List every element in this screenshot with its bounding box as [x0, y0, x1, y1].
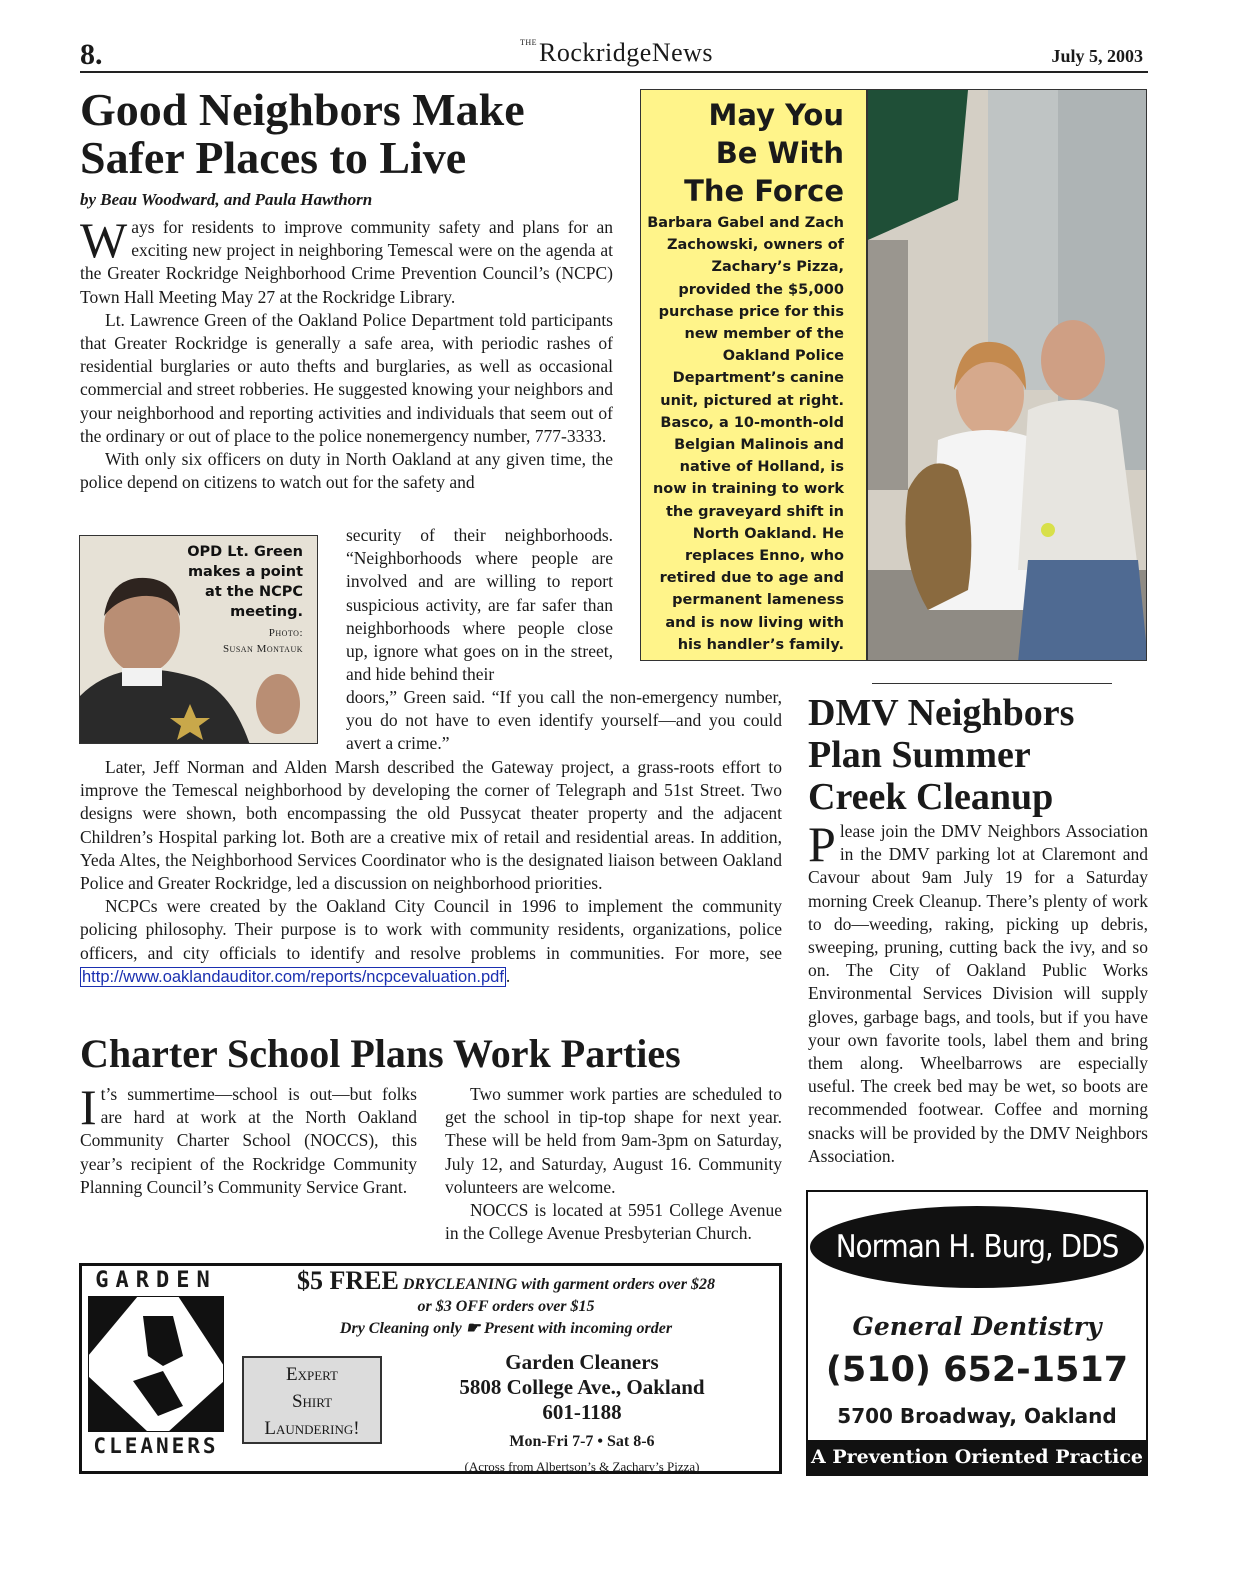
charter-body-col1 — [80, 1079, 417, 1199]
business-name: Garden Cleaners — [505, 1350, 659, 1374]
sidebar-caption: Barbara Gabel and Zach Zachowski, owners of Zachary’s Pizza, provided the $5,000 purchase price for this new member of the Oakland Police Department’s canine unit, pictured at right. Basco, a 10-month-old Belgian Malinois and native of Holland, is now in training to work the graveyard shift in North Oakland. He replaces Enno, who retired due to age and permanent lameness and is now living with his handler’s family. — [647, 215, 844, 653]
storefront-photo-illustration — [868, 90, 1147, 661]
business-phone: 601-1188 — [542, 1400, 622, 1424]
paragraph: security of their neighborhoods. “Neighborhoods where people are involved and are willing to report suspicious activity, are far safer than neighborhoods where people close up, ignore what goes on in the street, and hide behind their — [346, 525, 613, 685]
paragraph: Ways for residents to improve community safety and plans for an exciting new project in neighboring Temescal were on the agenda at the Greater Rockridge Neighborhood Crime Prevention Council’s (NCPC) Town Hall Meeting May 27 at the Rockridge Library. — [80, 212, 613, 307]
article-headline — [80, 86, 640, 182]
dentist-ad — [806, 1190, 1148, 1476]
business-note: (Across from Albertson’s & Zachary’s Pizza) — [464, 1459, 700, 1474]
dentist-name: Norman H. Burg, DDS — [810, 1206, 1144, 1288]
dentist-address: 5700 Broadway, Oakland — [837, 1404, 1117, 1428]
ad-offer: $5 FREE DRYCLEANING with garment orders over $28 or $3 OFF orders over $15 Dry Cleaning only ☛ Present with incoming order — [296, 1266, 716, 1337]
header-rule — [80, 71, 1148, 73]
business-hours: Mon-Fri 7-7 • Sat 8-6 — [509, 1433, 655, 1450]
logo-bottom-text: CLEANERS — [93, 1434, 219, 1458]
photo-credit: Photo: Susan Montauk — [222, 627, 303, 655]
masthead-prefix: THE — [519, 38, 538, 47]
paragraph: Later, Jeff Norman and Alden Marsh described the Gateway project, a grass-roots effort to improve the Temescal neighborhood by developing the corner of Telegraph and 51st Street. Two designs were shown, both encompassing the old Pussycat theater property and the adjacent Children’s Hospital parking lot. Both are a creative mix of retail and residential areas. In addition, Yeda Altes, the Neighborhood Services Coordinator who is the designated liaison between Oakland Police and Greater Rockridge, led a discussion on neighborhood priorities. — [80, 757, 782, 894]
force-sidebar — [640, 89, 867, 661]
dropcap: I — [80, 1079, 97, 1135]
dmv-body — [808, 816, 1148, 1168]
dropcap: P — [808, 816, 836, 872]
article-body-top — [80, 212, 613, 494]
section-divider — [872, 683, 1112, 684]
paragraph: Please join the DMV Neighbors Association in the DMV parking lot at Claremont and Cavour about 9am July 19 for a Saturday morning Creek Cleanup. There’s plenty of work to do—weeding, raking, picking up debris, sweeping, pruning, cutting back the ivy, and so on. The City of Oakland Public Works Environmental Services Division will supply gloves, garbage bags, and tools, but if you have your own favorite tools, label them and bring them along. Wheelbarrows are especially useful. The creek bed may be wet, so boots are recommended footwear. Coffee and morning snacks will be provided by the DMV Neighbors Association. — [808, 816, 1148, 1166]
garden-cleaners-logo-icon — [88, 1296, 224, 1432]
headline-line: Good Neighbors Make — [80, 84, 525, 135]
article-body-inset — [346, 524, 613, 686]
sidebar-title: May You Be With The Force — [684, 98, 844, 208]
byline: by Beau Woodward, and Paula Hawthorn — [80, 190, 373, 209]
dropcap: W — [80, 212, 128, 268]
dentist-specialty: General Dentistry — [852, 1312, 1102, 1341]
photo-owners-with-dog — [867, 89, 1147, 661]
paragraph: With only six officers on duty in North Oakland at any given time, the police depend on citizens to watch out for the safety and — [80, 449, 613, 493]
logo-top-text: GARDEN — [95, 1268, 217, 1293]
photo-lt-green — [79, 535, 318, 744]
masthead — [0, 38, 1233, 68]
business-address: 5808 College Ave., Oakland — [459, 1375, 705, 1399]
article-body-inset-wide — [346, 686, 782, 756]
garden-cleaners-ad — [79, 1263, 782, 1474]
article-body-bottom — [80, 756, 782, 989]
charter-headline: Charter School Plans Work Parties — [80, 1031, 681, 1076]
paragraph: doors,” Green said. “If you call the non-emergency number, you do not have to even identify yourself—and you could avert a crime.” — [346, 687, 782, 754]
ncpc-report-link[interactable]: http://www.oaklandauditor.com/reports/ncpcevaluation.pdf — [82, 967, 504, 986]
dmv-headline: DMV Neighbors Plan Summer Creek Cleanup — [808, 692, 1075, 818]
paragraph: NOCCS is located at 5951 College Avenue in the College Avenue Presbyterian Church. — [445, 1200, 782, 1244]
paragraph: NCPCs were created by the Oakland City Council in 1996 to implement the community policing philosophy. Their purpose is to work with community residents, organizations, police officers, and city officials to identify and resolve problems in communities. For more, see http://www.oaklandauditor.com/reports/ncpcevaluation.pdf . — [80, 896, 782, 986]
charter-body-col2 — [445, 1083, 782, 1245]
ad-contact — [422, 1350, 742, 1479]
photo-caption: OPD Lt. Green makes a point at the NCPC meeting. — [187, 544, 303, 620]
masthead-title: RockridgeNews — [539, 38, 714, 67]
dentist-phone: (510) 652-1517 — [825, 1350, 1129, 1390]
paragraph: Two summer work parties are scheduled to get the school in tip-top shape for next year. These will be held from 9am-3pm on Saturday, July 12, and Saturday, August 16. Community volunteers are welcome. — [445, 1084, 782, 1197]
headline-line: Safer Places to Live — [80, 132, 467, 183]
dentist-tagline: A Prevention Oriented Practice — [808, 1440, 1146, 1474]
shirt-laundering-badge: Expert Shirt Laundering! — [242, 1356, 382, 1444]
paragraph: It’s summertime—school is out—but folks are hard at work at the North Oakland Community Charter School (NOCCS), this year’s recipient of the Rockridge Community Planning Council’s Community Service Grant. — [80, 1079, 417, 1197]
issue-date: July 5, 2003 — [1051, 46, 1143, 66]
page-number: 8. — [80, 38, 103, 71]
paragraph: Lt. Lawrence Green of the Oakland Police Department told participants that Greater Rockridge is generally a safe area, with periodic rashes of residential burglaries or auto thefts and burglaries, as well as occasional commercial and street robberies. He suggested knowing your neighbors and your neighborhood and reporting activities and individuals that seem out of the ordinary or out of place to the police nonemergency number, 777-3333. — [80, 309, 613, 446]
